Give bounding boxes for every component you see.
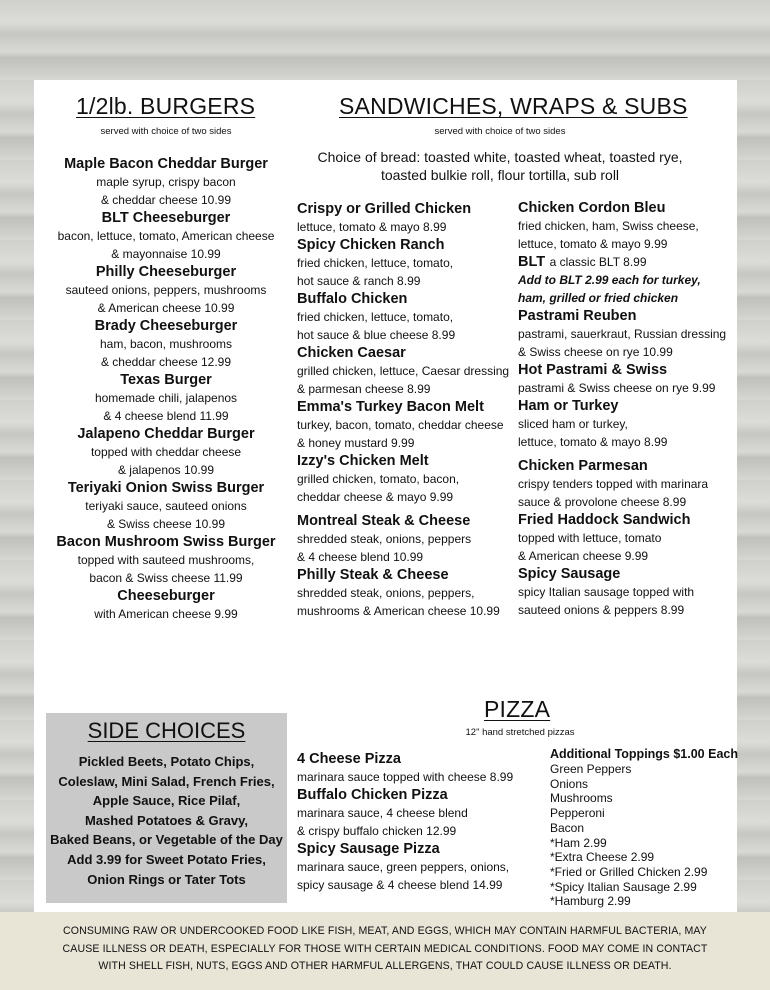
- item-desc: spicy sausage & 4 cheese blend 14.99: [297, 878, 503, 892]
- sandwiches-left-column: [297, 200, 509, 620]
- burger-item: [52, 317, 280, 371]
- topping-item: Green Peppers: [550, 762, 632, 776]
- burgers-list: [52, 155, 280, 623]
- pizza-toppings: [550, 747, 738, 909]
- item-desc: cheddar cheese & mayo 9.99: [297, 490, 454, 504]
- item-name: BLT Cheeseburger: [101, 210, 231, 226]
- item-desc: marinara sauce, 4 cheese blend: [297, 806, 468, 820]
- item-desc: spicy Italian sausage topped with: [518, 585, 695, 599]
- item-name: Philly Steak & Cheese: [297, 567, 449, 583]
- item-desc: & Swiss cheese 10.99: [106, 517, 226, 531]
- item-desc: crispy tenders topped with marinara: [518, 477, 709, 491]
- sandwiches-subtitle: served with choice of two sides: [434, 126, 566, 137]
- item-name: Jalapeno Cheddar Burger: [77, 426, 255, 442]
- item-desc: & cheddar cheese 10.99: [100, 193, 232, 207]
- item-desc: grilled chicken, tomato, bacon,: [297, 472, 460, 486]
- topping-item: Onions: [550, 776, 589, 791]
- item-name: Chicken Caesar: [297, 345, 406, 361]
- item-name: Spicy Chicken Ranch: [297, 237, 445, 253]
- item-desc: hot sauce & ranch 8.99: [297, 274, 421, 288]
- allergen-warning: [0, 912, 770, 990]
- sandwiches-right-column: [518, 199, 726, 619]
- item-desc: a classic BLT 8.99: [549, 255, 647, 269]
- burgers-subtitle: served with choice of two sides: [100, 126, 232, 137]
- item-desc: sliced ham or turkey,: [518, 417, 628, 431]
- pizza-subtitle: 12" hand stretched pizzas: [465, 727, 575, 738]
- item-name: Fried Haddock Sandwich: [518, 512, 691, 528]
- item-desc: turkey, bacon, tomato, cheddar cheese: [297, 418, 504, 432]
- topping-item: *Extra Cheese 2.99: [550, 850, 655, 865]
- side-choices-list: [46, 752, 287, 889]
- item-name: Buffalo Chicken Pizza: [297, 787, 448, 803]
- item-desc: shredded steak, onions, peppers,: [297, 586, 475, 600]
- item-desc: & jalapenos 10.99: [117, 463, 215, 477]
- item-desc: fried chicken, lettuce, tomato,: [297, 256, 454, 270]
- side-choices-box: [46, 713, 287, 903]
- item-desc: pastrami, sauerkraut, Russian dressing: [518, 327, 727, 341]
- item-desc: & American cheese 10.99: [97, 301, 235, 315]
- item-name: Bacon Mushroom Swiss Burger: [56, 534, 276, 550]
- burger-item: [52, 479, 280, 533]
- burger-item: [52, 425, 280, 479]
- item-desc: marinara sauce, green peppers, onions,: [297, 860, 510, 874]
- item-desc: & Swiss cheese on rye 10.99: [518, 345, 673, 359]
- topping-item: Pepperoni: [550, 806, 605, 821]
- item-desc: maple syrup, crispy bacon: [96, 175, 236, 189]
- item-desc: topped with lettuce, tomato: [518, 531, 662, 545]
- side-choices-title: SIDE CHOICES: [87, 718, 246, 743]
- item-desc: marinara sauce topped with cheese 8.99: [297, 770, 514, 784]
- item-name: Chicken Parmesan: [518, 458, 648, 474]
- item-name: Philly Cheeseburger: [95, 264, 237, 280]
- item-name: Chicken Cordon Bleu: [518, 200, 666, 216]
- item-desc: fried chicken, ham, Swiss cheese,: [518, 219, 699, 233]
- item-desc: with American cheese 9.99: [94, 607, 238, 621]
- item-desc: bacon & Swiss cheese 11.99: [89, 571, 243, 585]
- item-desc: homemade chili, jalapenos: [94, 391, 238, 405]
- burger-item: [52, 209, 280, 263]
- item-desc: mushrooms & American cheese 10.99: [297, 604, 500, 618]
- item-desc: lettuce, tomato & mayo 8.99: [297, 220, 447, 234]
- burger-item: [52, 371, 280, 425]
- item-name: Spicy Sausage: [518, 566, 621, 582]
- item-desc: sauteed onions, peppers, mushrooms: [65, 283, 267, 297]
- item-name: 4 Cheese Pizza: [297, 751, 401, 767]
- item-desc: hot sauce & blue cheese 8.99: [297, 328, 456, 342]
- item-desc: ham, bacon, mushrooms: [99, 337, 233, 351]
- item-desc: shredded steak, onions, peppers: [297, 532, 472, 546]
- topping-item: *Ham 2.99: [550, 835, 607, 850]
- burger-item: [52, 533, 280, 587]
- item-name: Maple Bacon Cheddar Burger: [64, 156, 268, 172]
- side-line: Onion Rings or Tater Tots: [87, 871, 246, 887]
- item-desc: & honey mustard 9.99: [297, 436, 415, 450]
- blt-note: Add to BLT 2.99 each for turkey,: [518, 273, 701, 287]
- item-name: Crispy or Grilled Chicken: [297, 201, 472, 217]
- item-name: Ham or Turkey: [518, 398, 619, 414]
- item-name: Montreal Steak & Cheese: [297, 513, 471, 529]
- warning-line: CAUSE ILLNESS OR DEATH, ESPECIALLY FOR THOSE WITH CERTAIN MEDICAL CONDITIONS. FOOD MAY COME IN CONTACT: [62, 942, 708, 955]
- item-desc: teriyaki sauce, sauteed onions: [85, 499, 247, 513]
- side-line: Coleslaw, Mini Salad, French Fries,: [58, 773, 275, 789]
- item-name: Brady Cheeseburger: [94, 318, 238, 334]
- item-name: Emma's Turkey Bacon Melt: [297, 399, 484, 415]
- burger-item: [52, 155, 280, 209]
- side-line: Apple Sauce, Rice Pilaf,: [92, 793, 241, 809]
- item-name: Hot Pastrami & Swiss: [518, 362, 668, 378]
- item-desc: & mayonnaise 10.99: [111, 247, 221, 261]
- topping-item: Mushrooms: [550, 791, 613, 806]
- item-desc: fried chicken, lettuce, tomato,: [297, 310, 454, 324]
- side-line: Mashed Potatoes & Gravy,: [84, 812, 249, 828]
- burger-item: [52, 263, 280, 317]
- item-desc: sauteed onions & peppers 8.99: [518, 603, 685, 617]
- bread-line: Choice of bread: toasted white, toasted wheat, toasted rye,: [317, 149, 683, 165]
- burgers-title: 1/2lb. BURGERS: [76, 93, 256, 119]
- item-desc: lettuce, tomato & mayo 9.99: [518, 237, 668, 251]
- item-name: Buffalo Chicken: [297, 291, 408, 307]
- side-line: Pickled Beets, Potato Chips,: [78, 754, 255, 769]
- bread-choice: [300, 148, 700, 184]
- item-name: BLT: [518, 254, 546, 270]
- item-desc: bacon, lettuce, tomato, American cheese: [57, 229, 275, 243]
- item-desc: sauce & provolone cheese 8.99: [518, 495, 687, 509]
- item-desc: lettuce, tomato & mayo 8.99: [518, 435, 668, 449]
- bread-line: toasted bulkie roll, flour tortilla, sub roll: [380, 167, 620, 183]
- blt-note: ham, grilled or fried chicken: [518, 291, 679, 305]
- topping-item: *Fried or Grilled Chicken 2.99: [550, 864, 708, 879]
- item-desc: & 4 cheese blend 10.99: [297, 550, 424, 564]
- item-name: Pastrami Reuben: [518, 308, 637, 324]
- item-name: Izzy's Chicken Melt: [297, 453, 429, 469]
- item-desc: & cheddar cheese 12.99: [100, 355, 232, 369]
- pizza-title: PIZZA: [484, 696, 551, 722]
- blt-row: [518, 253, 726, 271]
- item-desc: topped with sauteed mushrooms,: [77, 553, 255, 567]
- pizza-list: [297, 750, 513, 894]
- side-line: Add 3.99 for Sweet Potato Fries,: [67, 851, 266, 867]
- item-desc: & parmesan cheese 8.99: [297, 382, 431, 396]
- item-desc: & crispy buffalo chicken 12.99: [297, 824, 457, 838]
- item-desc: pastrami & Swiss cheese on rye 9.99: [518, 381, 716, 395]
- topping-item: *Hamburg 2.99: [550, 894, 631, 909]
- side-line: Baked Beans, or Vegetable of the Day: [50, 832, 283, 848]
- burger-item: [52, 587, 280, 623]
- item-desc: & American cheese 9.99: [518, 549, 649, 563]
- toppings-title: Additional Toppings $1.00 Each: [550, 747, 738, 761]
- topping-item: Bacon: [550, 820, 585, 835]
- item-name: Texas Burger: [120, 372, 212, 388]
- item-name: Teriyaki Onion Swiss Burger: [67, 480, 265, 496]
- item-desc: topped with cheddar cheese: [90, 445, 242, 459]
- item-name: Cheeseburger: [117, 588, 215, 604]
- warning-line: CONSUMING RAW OR UNDERCOOKED FOOD LIKE FISH, MEAT, AND EGGS, WHICH MAY CONTAIN HARMFUL BACTERIA, MAY: [63, 925, 707, 937]
- item-name: Spicy Sausage Pizza: [297, 841, 440, 857]
- item-desc: & 4 cheese blend 11.99: [103, 409, 229, 423]
- topping-item: *Spicy Italian Sausage 2.99: [550, 879, 697, 894]
- item-desc: grilled chicken, lettuce, Caesar dressing: [297, 364, 510, 378]
- sandwiches-title: SANDWICHES, WRAPS & SUBS: [339, 93, 688, 119]
- warning-line: WITH SHELL FISH, NUTS, EGGS AND OTHER HARMFUL ALLERGENS, THAT COULD CAUSE ILLNESS OR DEATH.: [98, 960, 672, 972]
